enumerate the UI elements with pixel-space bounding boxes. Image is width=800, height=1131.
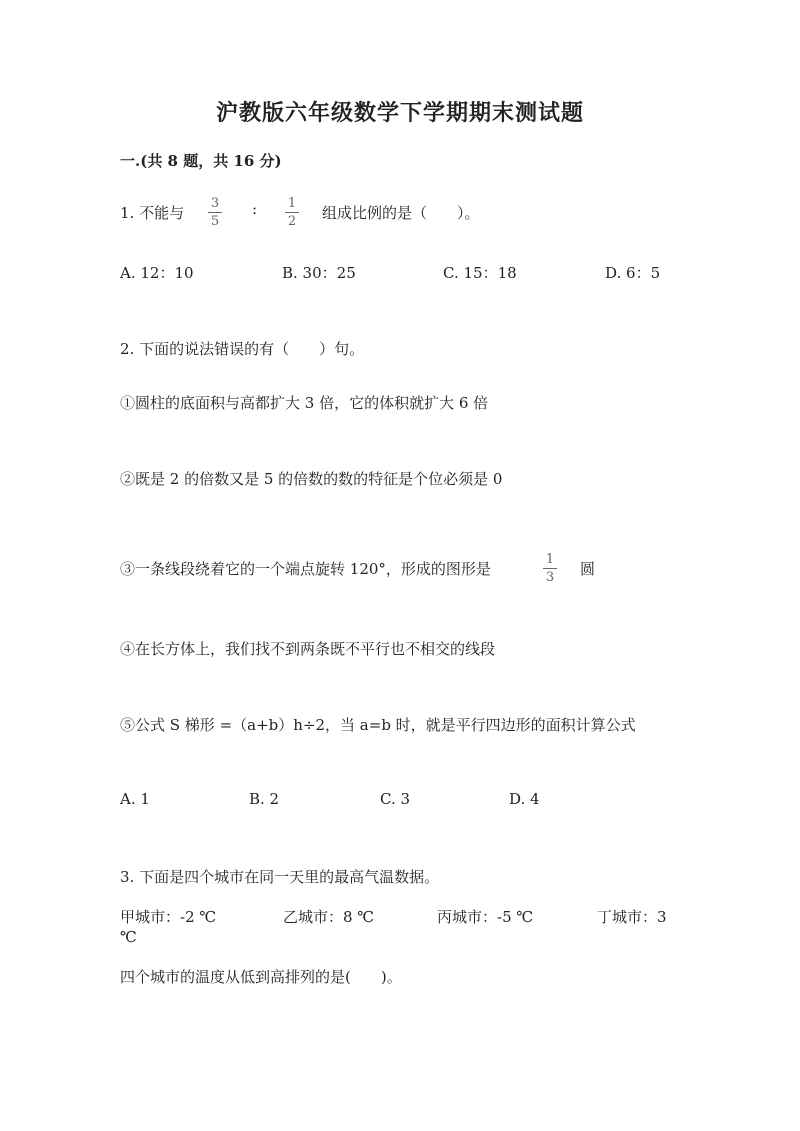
q2-option-d[interactable]: D. 4 — [509, 790, 540, 808]
q1-option-d[interactable]: D. 6：5 — [605, 264, 661, 282]
q2-option-c[interactable]: C. 3 — [380, 790, 411, 808]
q1-fraction-a-numerator: 3 — [210, 196, 220, 211]
q1-option-a[interactable]: A. 12：10 — [120, 264, 194, 282]
q1-ratio-colon: : — [252, 200, 258, 218]
section-header: 一.(共 8 题，共 16 分) — [120, 152, 282, 170]
q1-fraction-a-denominator: 5 — [210, 214, 220, 229]
q2-statement-3-suffix: 圆 — [580, 560, 596, 578]
q1-fraction-a — [208, 196, 222, 229]
q2-stem: 2. 下面的说法错误的有（ ）句。 — [120, 340, 365, 358]
q2-statement-2: ②既是 2 的倍数又是 5 的倍数的数的特征是个位必须是 0 — [120, 470, 503, 488]
q1-fraction-b-denominator: 2 — [287, 214, 297, 229]
q2-option-a[interactable]: A. 1 — [120, 790, 150, 808]
q1-fraction-b-numerator: 1 — [287, 196, 297, 211]
q3-stem: 3. 下面是四个城市在同一天里的最高气温数据。 — [120, 868, 440, 886]
q3-city-c: 丙城市：-5 ℃ — [437, 908, 534, 926]
q2-fraction-numerator: 1 — [545, 552, 555, 567]
q1-suffix: 组成比例的是（ ）。 — [322, 204, 480, 222]
q3-city-d-unit: ℃ — [120, 928, 137, 946]
q2-fraction-denominator: 3 — [545, 570, 555, 585]
fraction-bar — [543, 568, 557, 569]
q2-option-b[interactable]: B. 2 — [249, 790, 280, 808]
q1-option-c[interactable]: C. 15：18 — [443, 264, 517, 282]
q3-question: 四个城市的温度从低到高排列的是( )。 — [120, 968, 402, 986]
q3-city-a: 甲城市：-2 ℃ — [120, 908, 217, 926]
q3-city-b: 乙城市：8 ℃ — [283, 908, 375, 926]
fraction-bar — [285, 212, 299, 213]
q2-statement-5: ⑤公式 S 梯形 =（a+b）h÷2，当 a=b 时，就是平行四边形的面积计算公式 — [120, 716, 636, 734]
q3-city-d: 丁城市：3 — [597, 908, 667, 926]
page-title: 沪教版六年级数学下学期期末测试题 — [215, 100, 584, 126]
q2-statement-1: ①圆柱的底面积与高都扩大 3 倍，它的体积就扩大 6 倍 — [120, 394, 489, 412]
q2-statement-4: ④在长方体上，我们找不到两条既不平行也不相交的线段 — [120, 640, 496, 658]
q1-option-b[interactable]: B. 30：25 — [282, 264, 356, 282]
fraction-bar — [208, 212, 222, 213]
q2-statement-3-fraction — [543, 552, 557, 585]
q1-prefix: 1. 不能与 — [120, 204, 185, 222]
q1-fraction-b — [285, 196, 299, 229]
q2-statement-3-prefix: ③一条线段绕着它的一个端点旋转 120°，形成的图形是 — [120, 560, 491, 578]
